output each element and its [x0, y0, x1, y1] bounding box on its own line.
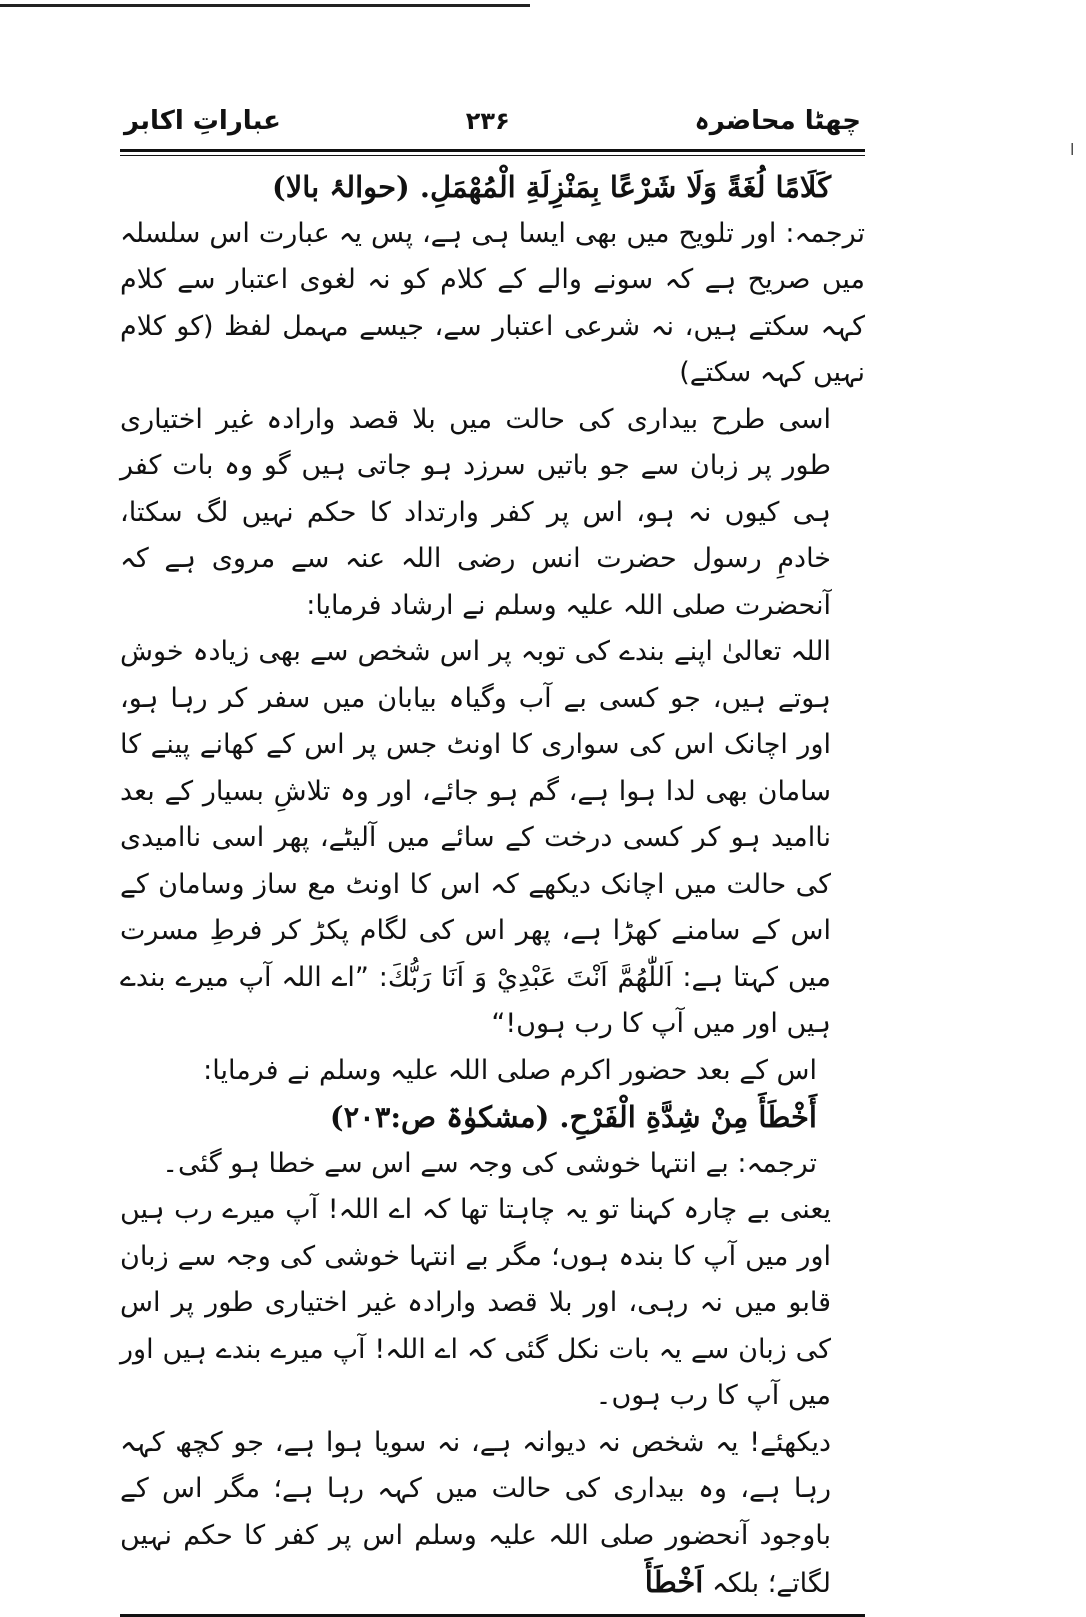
then-said-line: اس کے بعد حضور اکرم صلی اللہ علیہ وسلم نے فرمایا:: [203, 1054, 817, 1086]
book-page: [120, 95, 865, 1617]
footer-rule: [120, 1614, 865, 1617]
translation-line: ترجمہ: بے انتہا خوشی کی وجہ سے اس سے خطا ہو گئی۔: [162, 1147, 817, 1179]
hadith-paragraph: اللہ تعالیٰ اپنے بندے کی توبہ پر اس شخص سے بھی زیادہ خوش ہوتے ہیں، جو کسی بے آب وگیاہ بیابان میں سفر کر رہا ہو، اور اچانک اس کی سواری کا اونٹ جس پر اس کے کھانے پینے کا سامان بھی لدا ہوا ہے، گم ہو جائے، اور وہ تلاشِ بسیار کے بعد ناامید ہو کر کسی درخت کے سائے میں آلیٹے، پھر اسی ناامیدی کی حالت میں اچانک دیکھے کہ اس کا اونٹ مع ساز وسامان کے اس کے سامنے کھڑا ہے، پھر اس کی لگام پکڑ کر فرطِ مسرت میں کہتا ہے: اَللّٰهُمَّ اَنْتَ عَبْدِيْ وَ اَنَا رَبُّكَ: ”اے اللہ آپ میرے بندے ہیں اور میں آپ کا رب ہوں!“: [120, 636, 831, 1039]
conclusion-text: دیکھئے! یہ شخص نہ دیوانہ ہے، نہ سویا ہوا ہے، جو کچھ کہہ رہا ہے، وہ بیداری کی حالت میں کہہ رہا ہے؛ مگر اس کے باوجود آنحضور صلی اللہ علیہ وسلم اس پر کفر کا حکم نہیں لگاتے؛ بلکہ: [120, 1426, 831, 1599]
page-body: [120, 156, 865, 1608]
translation-paragraph: ترجمہ: اور تلویح میں بھی ایسا ہی ہے، پس یہ عبارت اس سلسلہ میں صریح ہے کہ سونے والے کے کلام کو نہ لغوی اعتبار سے کلام کہہ سکتے ہیں، نہ شرعی اعتبار سے، جیسے مہمل لفظ (کو کلام نہیں کہہ سکتے): [120, 217, 865, 388]
chapter-title: چھٹا محاضرہ: [694, 106, 861, 136]
arabic-quote: كَلَامًا لُغَةً وَلَا شَرْعًا بِمَنْزِلَةِ الْمُهْمَلِ. (حوالۂ بالا): [271, 170, 831, 204]
explanation-paragraph: یعنی بے چارہ کہنا تو یہ چاہتا تھا کہ اے اللہ! آپ میرے رب ہیں اور میں آپ کا بندہ ہوں؛ مگر بے انتہا خوشی کی وجہ سے زبان قابو میں نہ رہی، اور بلا قصد وارادہ غیر اختیاری طور پر اس کی زبان سے یہ بات نکل گئی کہ اے اللہ! آپ میرے بندے ہیں اور میں آپ کا رب ہوں۔: [120, 1194, 831, 1411]
conclusion-paragraph: [120, 1420, 865, 1608]
wakefulness-paragraph: اسی طرح بیداری کی حالت میں بلا قصد وارادہ غیر اختیاری طور پر زبان سے جو باتیں سرزد ہو جاتی ہیں گو وہ بات کفر ہی کیوں نہ ہو، اس پر کفر وارتداد کا حکم نہیں لگ سکتا، خادمِ رسول حضرت انس رضی اللہ عنہ سے مروی ہے کہ آنحضرت صلی اللہ علیہ وسلم نے ارشاد فرمایا:: [120, 403, 831, 621]
margin-mark: ا: [1070, 140, 1075, 159]
arabic-conclusion: أَخْطَأَ مِنْ شِدَّةِ الْفَرْحِ. (مشکوٰۃ ص:۲۰۳): [329, 1100, 817, 1134]
header-rule: [120, 149, 865, 156]
running-header: [120, 95, 865, 147]
scan-edge-line: [0, 4, 530, 7]
catchword: اَخْطَأَ: [644, 1565, 704, 1599]
book-title: عباراتِ اکابر: [124, 106, 281, 136]
page-number: ۲۳۶: [465, 107, 510, 135]
